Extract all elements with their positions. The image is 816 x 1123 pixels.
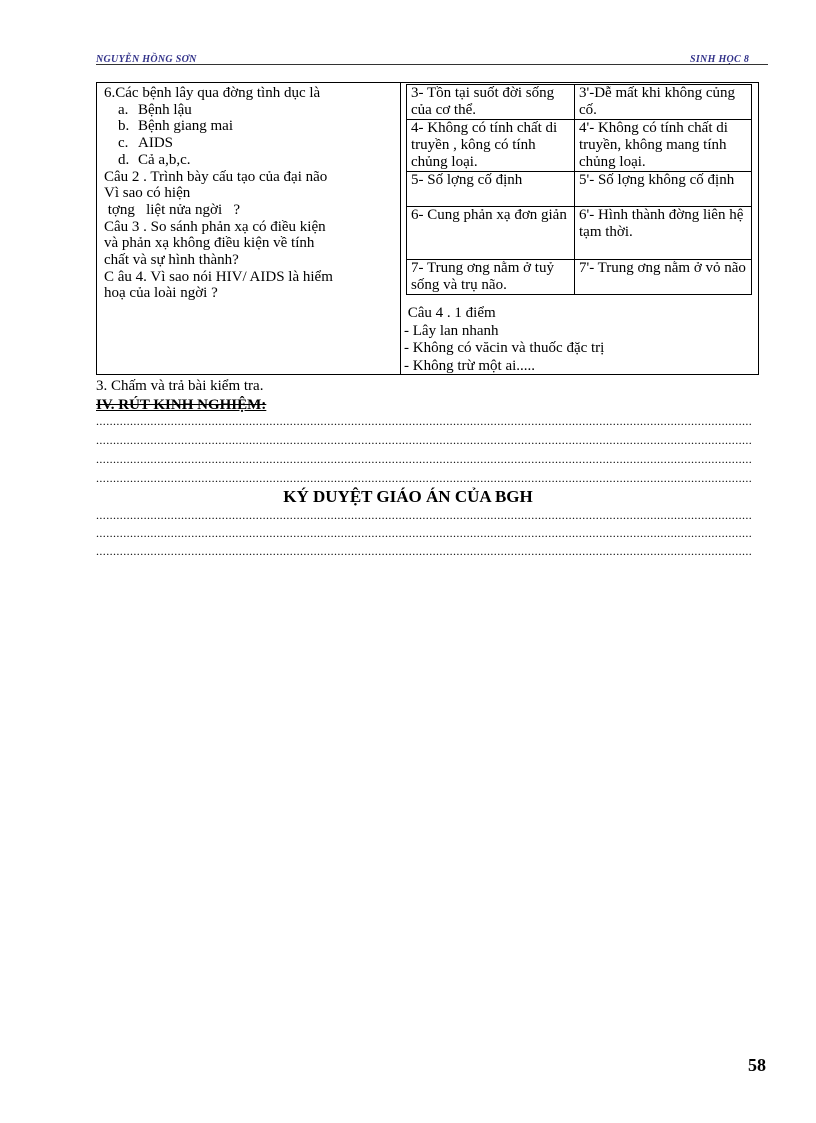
option-text: Cả a,b,c. (138, 151, 191, 168)
table-cell (575, 172, 752, 207)
option-d (104, 152, 400, 169)
table-row (407, 207, 752, 260)
dotted-line: ................................................................................................................................................................................................. (96, 544, 753, 558)
cell-text: 5'- Số lợng không cố định (579, 172, 735, 188)
table-row (407, 120, 752, 172)
answer-4-title: Câu 4 . 1 điểm (404, 305, 496, 321)
cell-text: 3- Tồn tại suốt đời sống của cơ thể. (411, 85, 555, 118)
table-cell (407, 120, 575, 172)
answer-4-item: - Lây lan nhanh (404, 322, 499, 339)
section-iv-heading: IV. RÚT KINH NGHIỆM: (96, 397, 267, 413)
question-3-cont: và phản xạ không điều kiện về tính (104, 235, 315, 252)
header-author: NGUYỄN HỒNG SƠN (96, 54, 197, 65)
option-key: a. (118, 101, 129, 118)
option-a (104, 102, 400, 119)
dotted-line: ................................................................................................................................................................................................. (96, 452, 753, 466)
option-text: AIDS (138, 135, 174, 152)
answer-4-item: - Không trừ một ai..... (404, 357, 536, 374)
question-3: Câu 3 . So sánh phản xạ có điều kiện (104, 218, 326, 235)
column-divider (400, 82, 401, 375)
questions-column (104, 85, 400, 302)
comparison-table (406, 84, 752, 295)
option-text: Bệnh giang mai (138, 118, 233, 135)
table-cell (575, 120, 752, 172)
dotted-line: ................................................................................................................................................................................................. (96, 433, 753, 447)
cell-text: 3'-Dễ mất khi không củng cố. (579, 85, 736, 118)
question-4: C âu 4. Vì sao nói HIV/ AIDS là hiểm (104, 268, 333, 285)
table-cell (575, 260, 752, 295)
question-3-cont: chất và sự hình thành? (104, 252, 239, 269)
header-rule (96, 64, 768, 65)
item-3-text: 3. Chấm và trả bài kiểm tra. (96, 378, 264, 394)
cell-text: 7- Trung ơng nằm ở tuỷ sống và trụ não. (411, 260, 554, 293)
cell-text: 6'- Hình thành đờng liên hệ tạm thời. (579, 207, 744, 240)
question-2-cont: Vì sao có hiện (104, 185, 191, 202)
question-4-cont: hoạ của loài ngời ? (104, 285, 218, 302)
option-key: d. (118, 151, 130, 168)
cell-text: 4'- Không có tính chất di truyền, không mang tính chủng loại. (579, 120, 728, 170)
table-cell (407, 172, 575, 207)
option-c (104, 135, 400, 152)
option-key: c. (118, 135, 129, 152)
option-text: Bệnh lậu (138, 101, 192, 118)
dotted-line: ................................................................................................................................................................................................. (96, 508, 753, 522)
dotted-line: ................................................................................................................................................................................................. (96, 526, 753, 540)
cell-text: 5- Số lợng cố định (411, 172, 523, 188)
table-cell (575, 85, 752, 120)
page-number: 58 (748, 1055, 766, 1075)
dotted-line: ................................................................................................................................................................................................. (96, 414, 753, 428)
table-row (407, 172, 752, 207)
table-row (407, 85, 752, 120)
cell-text: 7'- Trung ơng nằm ở vỏ não (579, 260, 746, 276)
dotted-line: ................................................................................................................................................................................................. (96, 471, 753, 485)
question-2: Câu 2 . Trình bày cấu tạo của đại não (104, 168, 328, 185)
table-row (407, 260, 752, 295)
cell-text: 4- Không có tính chất di truyền , kông có tính chủng loại. (411, 120, 558, 170)
option-b (104, 118, 400, 135)
answer-4-block (404, 305, 754, 375)
answer-4-item: - Không có văcin và thuốc đặc trị (404, 340, 605, 356)
table-cell (407, 207, 575, 260)
approval-heading: KÝ DUYỆT GIÁO ÁN CỦA BGH (283, 487, 533, 506)
option-key: b. (118, 118, 130, 135)
question-6: 6.Các bệnh lây qua đờng tình dục là (104, 85, 321, 101)
table-cell (407, 85, 575, 120)
table-cell (407, 260, 575, 295)
cell-text: 6- Cung phản xạ đơn giản (411, 207, 567, 223)
table-cell (575, 207, 752, 260)
header-subject: SINH HỌC 8 (690, 54, 750, 65)
question-2-cont: tợng liệt nửa ngời ? (104, 201, 241, 218)
